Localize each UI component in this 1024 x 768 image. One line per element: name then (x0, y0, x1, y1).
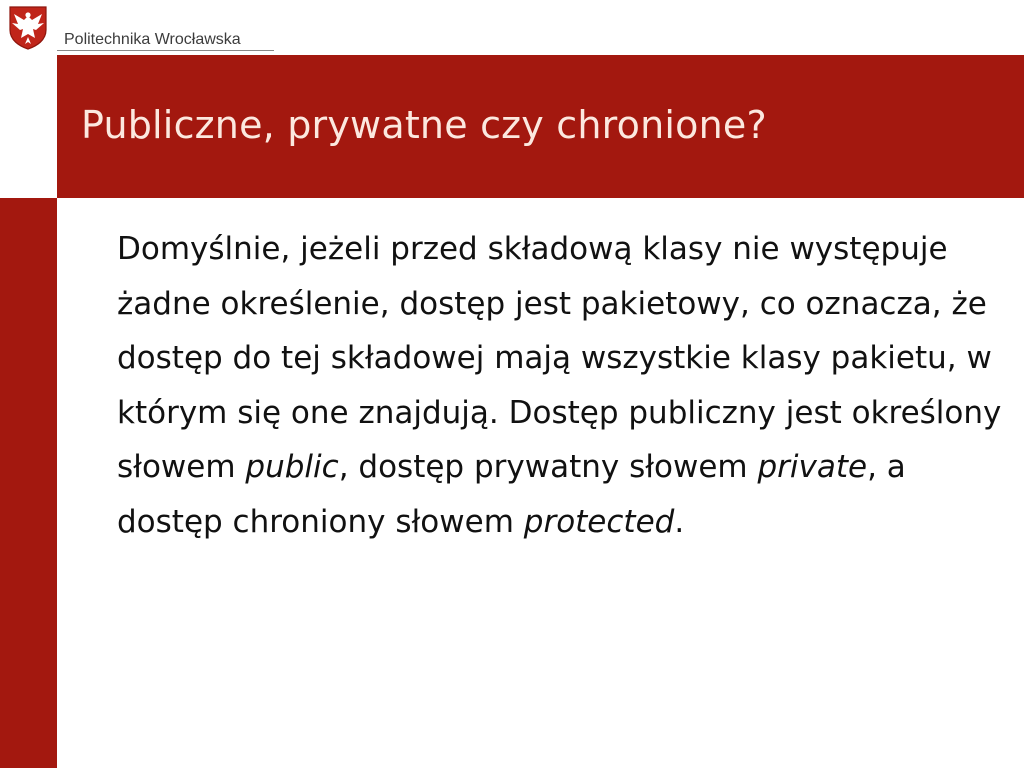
university-name: Politechnika Wrocławska (64, 31, 241, 48)
left-accent-bar (0, 198, 57, 768)
body-text-part-2: , dostęp prywatny słowem (338, 449, 758, 485)
title-band (57, 55, 1024, 198)
header-divider (57, 50, 274, 51)
keyword-private: private (757, 449, 868, 485)
body-text-part-1: Domyślnie, jeżeli przed składową klasy nie występuje żadne określenie, dostęp jest pakietowy, co oznacza, że dostęp do tej składowej mają wszystkie klasy pakietu, w którym się one znajdują. Dostęp publiczny jest określony słowem (117, 231, 1002, 485)
body-text-part-3: , a dostęp chroniony słowem (117, 449, 906, 540)
eagle-emblem-icon (6, 4, 50, 50)
keyword-public: public (245, 449, 339, 485)
slide-title: Publiczne, prywatne czy chronione? (81, 103, 767, 147)
keyword-protected: protected (523, 503, 675, 540)
body-text-part-4: . (674, 503, 685, 540)
slide-body-text (117, 222, 1007, 549)
